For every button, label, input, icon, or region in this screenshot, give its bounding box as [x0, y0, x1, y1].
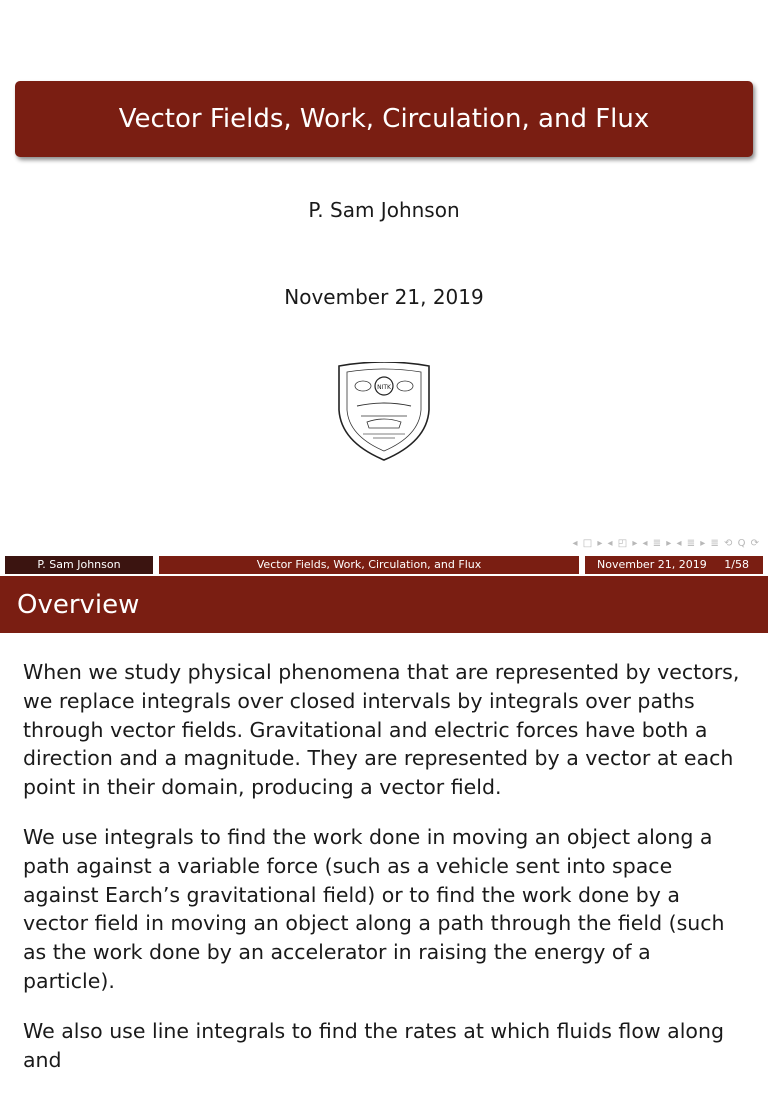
nitk-crest-logo — [333, 362, 435, 462]
presentation-title: Vector Fields, Work, Circulation, and Flux — [118, 104, 650, 134]
footer-author: P. Sam Johnson — [5, 556, 153, 574]
paragraph: When we study physical phenomena that are represented by vectors, we replace integrals over closed intervals by integrals over paths through vector fields. Gravitational and electric forces have both a direction and a magnitude. They are represented by a vector at each point in their domain, producing a vector field. — [23, 660, 740, 800]
paragraph: We also use line integrals to find the rates at which fluids flow along and — [23, 1018, 724, 1072]
footer-title: Vector Fields, Work, Circulation, and Flux — [159, 556, 579, 574]
frame-title-bar — [0, 576, 768, 633]
footer-date-page — [585, 556, 763, 574]
overview-slide — [0, 576, 768, 1072]
slide-body — [23, 658, 748, 1095]
beamer-navigation-icons[interactable]: ◂ □ ▸ ◂ ◰ ▸ ◂ ≣ ▸ ◂ ≣ ▸ ≣ ⟲ Q ⟳ — [572, 538, 760, 549]
footer-page-number: 1/58 — [724, 558, 749, 571]
presentation-date: November 21, 2019 — [284, 285, 484, 309]
paragraph: We use integrals to find the work done in moving an object along a path against a variable force (such as a vehicle sent into space against Earch’s gravitational field) or to find the work done by a vector field in moving an object along a path through the field (such as the work done by an accelerator in raising the energy of a particle). — [23, 824, 725, 993]
title-banner — [15, 81, 753, 157]
footer-bar — [0, 556, 768, 574]
footer-date: November 21, 2019 — [597, 558, 707, 571]
svg-text:NITK: NITK — [377, 384, 391, 391]
author-name: P. Sam Johnson — [308, 198, 460, 222]
frame-title: Overview — [17, 589, 140, 620]
